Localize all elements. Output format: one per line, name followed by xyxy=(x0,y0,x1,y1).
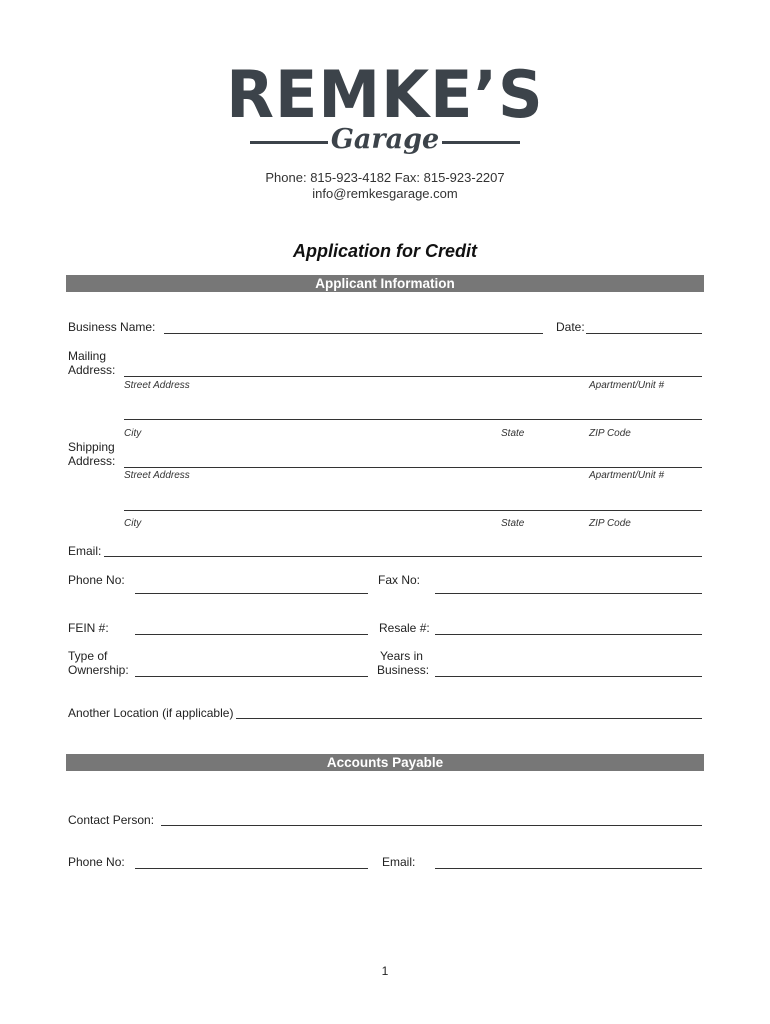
shipping-apt-sublabel: Apartment/Unit # xyxy=(589,470,665,481)
logo-right-dash xyxy=(442,141,520,144)
years-label-1: Years in xyxy=(380,649,423,663)
ownership-field[interactable] xyxy=(135,676,368,677)
email-label: Email: xyxy=(68,544,102,558)
fein-label: FEIN #: xyxy=(68,621,109,635)
shipping-city-field[interactable] xyxy=(124,510,702,511)
years-field[interactable] xyxy=(435,676,702,677)
mailing-state-sublabel: State xyxy=(501,428,525,439)
contact-person-label: Contact Person: xyxy=(68,813,155,827)
phone-field[interactable] xyxy=(135,593,368,594)
shipping-address-label-1: Shipping xyxy=(68,440,115,454)
shipping-street-sublabel: Street Address xyxy=(124,470,190,481)
section-header-applicant: Applicant Information xyxy=(66,275,704,292)
ownership-label-2: Ownership: xyxy=(68,663,129,677)
shipping-street-field[interactable] xyxy=(124,467,702,468)
page-title: Application for Credit xyxy=(293,241,477,261)
mailing-city-field[interactable] xyxy=(124,419,702,420)
another-location-label: Another Location (if applicable) xyxy=(68,706,234,720)
mailing-apt-sublabel: Apartment/Unit # xyxy=(589,380,665,391)
shipping-address-label-2: Address: xyxy=(68,454,116,468)
fax-field[interactable] xyxy=(435,593,702,594)
shipping-city-sublabel: City xyxy=(124,518,142,529)
resale-label: Resale #: xyxy=(379,621,430,635)
business-name-field[interactable] xyxy=(164,333,543,334)
mailing-address-label-2: Address: xyxy=(68,363,116,377)
mailing-address-label-1: Mailing xyxy=(68,349,107,363)
resale-field[interactable] xyxy=(435,634,702,635)
logo-wordmark: REMKE’S xyxy=(226,56,544,133)
another-location-field[interactable] xyxy=(236,718,702,719)
fax-label: Fax No: xyxy=(378,573,421,587)
fein-field[interactable] xyxy=(135,634,368,635)
ap-phone-label: Phone No: xyxy=(68,855,125,869)
date-field[interactable] xyxy=(586,333,702,334)
page-number: 1 xyxy=(381,964,389,978)
mailing-zip-sublabel: ZIP Code xyxy=(589,428,631,439)
ap-email-field[interactable] xyxy=(435,868,702,869)
mailing-street-sublabel: Street Address xyxy=(124,380,190,391)
years-label-2: Business: xyxy=(377,663,430,677)
email-field[interactable] xyxy=(104,556,702,557)
logo-subtitle: Garage xyxy=(330,124,440,155)
shipping-zip-sublabel: ZIP Code xyxy=(589,518,631,529)
date-label: Date: xyxy=(556,320,585,334)
phone-label: Phone No: xyxy=(68,573,125,587)
ap-email-label: Email: xyxy=(382,855,416,869)
business-name-label: Business Name: xyxy=(68,320,156,334)
ap-phone-field[interactable] xyxy=(135,868,368,869)
ownership-label-1: Type of xyxy=(68,649,108,663)
section-header-accounts-payable: Accounts Payable xyxy=(66,754,704,771)
contact-person-field[interactable] xyxy=(161,825,702,826)
mailing-city-sublabel: City xyxy=(124,428,142,439)
mailing-street-field[interactable] xyxy=(124,376,702,377)
contact-phone-fax: Phone: 815-923-4182 Fax: 815-923-2207 xyxy=(265,170,505,185)
contact-email: info@remkesgarage.com xyxy=(312,186,458,201)
shipping-state-sublabel: State xyxy=(501,518,525,529)
